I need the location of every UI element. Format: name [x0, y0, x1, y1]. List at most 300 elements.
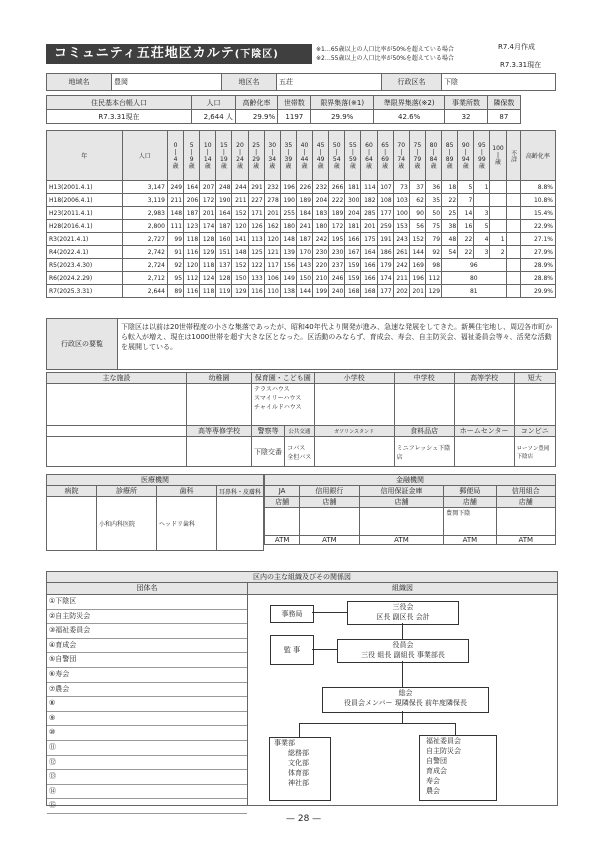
- pop-cell: 2: [490, 246, 506, 259]
- overview-label: 行政区の要覧: [47, 319, 118, 369]
- yakuin-title: 役員会: [392, 641, 414, 649]
- pop-cell: 5: [458, 181, 474, 194]
- finance-store-label: 店舗: [265, 497, 300, 508]
- pop-cell: 195: [329, 233, 345, 246]
- pop-cell: 186: [377, 246, 393, 259]
- pop-cell: 190: [280, 194, 296, 207]
- pop-row-year: H28(2016.4.1): [47, 220, 123, 233]
- facility-header-vocational: 高等専修学校: [187, 426, 252, 437]
- pop-row-rate: 15.4%: [520, 207, 555, 220]
- pop-cell: 184: [296, 207, 312, 220]
- pop-row-rate: 28.9%: [520, 259, 555, 272]
- pop-cell: 116: [184, 285, 200, 298]
- pop-cell-merged: 81: [442, 285, 507, 298]
- pop-cell: 230: [313, 246, 329, 259]
- pop-row: [47, 220, 556, 233]
- unknown-header: 不詳: [506, 131, 520, 181]
- depts-box: [269, 737, 331, 801]
- chart-header: 組織図: [248, 583, 557, 595]
- pop-cell: 162: [264, 220, 280, 233]
- pop-cell: 123: [184, 220, 200, 233]
- pop-cell: 183: [313, 207, 329, 220]
- pop-cell: 143: [296, 259, 312, 272]
- pop-row-pop: 2,800: [122, 220, 167, 233]
- pop-cell: 14: [458, 207, 474, 220]
- area-value: 豊岡: [112, 74, 222, 91]
- pop-cell: 259: [377, 220, 393, 233]
- pop-cell: 151: [216, 246, 232, 259]
- committee-item: 農会: [426, 787, 440, 795]
- pop-cell: 16: [458, 220, 474, 233]
- pop-cell: [490, 207, 506, 220]
- pop-cell: 48: [442, 233, 458, 246]
- age-header: 85 | 89 歳: [442, 131, 458, 181]
- post-office-value: 豊岡下陰: [444, 508, 496, 536]
- population-table: [46, 130, 556, 298]
- finance-header: JA: [265, 486, 300, 497]
- pop-cell: 177: [377, 207, 393, 220]
- pop-cell-unknown: [506, 194, 520, 207]
- pop-cell: 172: [200, 194, 216, 207]
- pop-cell: 112: [184, 272, 200, 285]
- pop-cell: 111: [167, 220, 183, 233]
- pop-cell: 166: [361, 272, 377, 285]
- pop-cell: 126: [248, 220, 264, 233]
- finance-header: 郵便局: [444, 486, 496, 497]
- dental-value: ヘッドリ歯科: [157, 497, 217, 551]
- pop-cell: 180: [313, 220, 329, 233]
- pop-row-rate: 27.9%: [520, 246, 555, 259]
- sanyaku-box: [347, 601, 459, 625]
- pop-cell: 118: [200, 259, 216, 272]
- pop-cell: 150: [232, 272, 248, 285]
- group-item: ⑫: [47, 756, 247, 771]
- pop-cell: 246: [329, 272, 345, 285]
- pop-cell: 261: [393, 246, 409, 259]
- rate-header: 高齢化率: [520, 131, 555, 181]
- committee-item: 自主防災会: [426, 747, 461, 755]
- dept-item: 総務部: [288, 749, 309, 757]
- pop-cell: 129: [200, 246, 216, 259]
- area-label: 地域名: [47, 74, 112, 91]
- pop-cell: 187: [216, 220, 232, 233]
- age-header: 95 | 99 歳: [474, 131, 490, 181]
- convenience-value: ローソン豊岡下陰店: [514, 437, 555, 467]
- facility-header-college: 短大: [514, 373, 555, 384]
- pop-cell: 210: [313, 272, 329, 285]
- summary-households: 1197: [278, 110, 311, 124]
- pop-cell: 211: [167, 194, 183, 207]
- overview-text: 下陰区は以前は20世帯程度の小さな集落であったが、昭和40年代より開発が進み、急速な発展をしてきた。新興住宅地し、周辺各市町から転入が増え、現在は1000世帯を超す大きな区となった。区活動のみならず、育成会、寿会、自主防災会、福祉委員会等々、活発な活動を展開している。: [121, 323, 553, 351]
- pop-cell: 159: [345, 272, 361, 285]
- facility-header-gas: ガソリンスタンド: [314, 426, 394, 437]
- pop-cell: 187: [184, 207, 200, 220]
- pop-cell: 182: [361, 194, 377, 207]
- pop-cell: 181: [345, 220, 361, 233]
- pop-row-rate: 27.1%: [520, 233, 555, 246]
- finance-atm: ATM: [444, 536, 496, 545]
- pop-cell: 172: [329, 220, 345, 233]
- secretariat-box: 事務局: [270, 605, 314, 623]
- medical-header-clinic: 診療所: [97, 486, 157, 497]
- pop-label: 住民基本台帳人口: [47, 96, 192, 110]
- pop-cell: 56: [409, 220, 425, 233]
- group-item: ⑨: [47, 712, 247, 727]
- pop-cell: 202: [393, 285, 409, 298]
- pop-cell: 220: [313, 259, 329, 272]
- pop-cell: 159: [345, 259, 361, 272]
- pop-cell: 73: [393, 181, 409, 194]
- pop-cell: 75: [425, 220, 441, 233]
- pop-cell-unknown: [506, 233, 520, 246]
- pop-cell: 166: [361, 259, 377, 272]
- pop-row-pop: 2,644: [122, 285, 167, 298]
- age-header: 25 | 29 歳: [248, 131, 264, 181]
- pop-row-year: R4(2022.4.1): [47, 246, 123, 259]
- finance-store: [265, 508, 300, 536]
- finance-atm: ATM: [265, 536, 300, 545]
- pop-cell: 177: [377, 285, 393, 298]
- pop-cell: 107: [377, 181, 393, 194]
- pop-cell: 92: [425, 246, 441, 259]
- pop-cell: 174: [377, 272, 393, 285]
- pop-cell: 90: [409, 207, 425, 220]
- pop-cell: 199: [313, 285, 329, 298]
- pop-row-rate: 8.8%: [520, 181, 555, 194]
- pop-cell: 114: [361, 181, 377, 194]
- age-header: 65 | 69 歳: [377, 131, 393, 181]
- pop-cell: 174: [200, 220, 216, 233]
- food-value: ミニフレッシュ下陰店: [394, 437, 454, 467]
- summary-header-6: 隣保数: [487, 96, 520, 110]
- group-item: ⑥寿会: [47, 668, 247, 683]
- group-item: ⑦農会: [47, 683, 247, 698]
- summary-limit-village: 29.9%: [311, 110, 373, 124]
- sanyaku-title: 三役会: [392, 603, 414, 611]
- finance-header: 信用保証金庫: [359, 486, 444, 497]
- page-title: コミュニティ五荘地区カルテ(下陰区): [46, 44, 312, 64]
- pop-cell: 22: [458, 246, 474, 259]
- pop-row-pop: 2,712: [122, 272, 167, 285]
- summary-header-0: 人口: [192, 96, 236, 110]
- pop-cell: 164: [216, 207, 232, 220]
- pop-cell: 160: [216, 233, 232, 246]
- created-date: R7.4月作成: [498, 43, 535, 51]
- pop-cell: 116: [248, 285, 264, 298]
- pop-cell: 148: [167, 207, 183, 220]
- age-header: 55 | 59 歳: [345, 131, 361, 181]
- finance-table: [264, 474, 556, 545]
- pop-cell: 226: [296, 181, 312, 194]
- pop-row-year: H18(2006.4.1): [47, 194, 123, 207]
- age-header: 50 | 54 歳: [329, 131, 345, 181]
- summary-header-1: 高齢化率: [235, 96, 277, 110]
- pop-cell: 124: [200, 272, 216, 285]
- pop-cell: 3: [474, 207, 490, 220]
- pop-row: [47, 246, 556, 259]
- pop-cell: 138: [280, 285, 296, 298]
- admin-value: 下陰: [442, 74, 556, 91]
- notes: [316, 45, 454, 63]
- pop-row-pop: 2,724: [122, 259, 167, 272]
- yakuin-box: [337, 639, 469, 663]
- pop-cell: 180: [280, 220, 296, 233]
- pop-row-pop: 3,147: [122, 181, 167, 194]
- medical-header-hospital: 病院: [47, 486, 97, 497]
- pop-cell: 25: [442, 207, 458, 220]
- age-header: 75 | 79 歳: [409, 131, 425, 181]
- finance-atm: ATM: [300, 536, 359, 545]
- group-item: ⑮: [47, 799, 247, 814]
- pop-cell: 167: [345, 246, 361, 259]
- pop-cell: 149: [280, 272, 296, 285]
- audit-box: 監 事: [270, 635, 314, 665]
- pop-cell: 112: [425, 272, 441, 285]
- pop-cell: 189: [329, 207, 345, 220]
- pop-cell: 227: [248, 194, 264, 207]
- pop-cell: 196: [409, 272, 425, 285]
- age-header: 20 | 24 歳: [232, 131, 248, 181]
- pop-cell: 99: [167, 233, 183, 246]
- age-header: 5 | 9 歳: [184, 131, 200, 181]
- summary-header-4: 準限界集落(※2): [373, 96, 444, 110]
- pop-cell: 204: [313, 194, 329, 207]
- pop-cell: 181: [345, 181, 361, 194]
- pop-cell: 248: [216, 181, 232, 194]
- finance-label: 金融機関: [265, 475, 556, 486]
- pop-cell: 168: [361, 285, 377, 298]
- pop-cell: 230: [329, 246, 345, 259]
- pop-cell: 201: [200, 207, 216, 220]
- pop-cell: 243: [393, 233, 409, 246]
- committee-item: 寿会: [426, 777, 440, 785]
- group-item: ⑩: [47, 726, 247, 741]
- finance-store: [359, 508, 444, 536]
- pop-cell: 125: [248, 246, 264, 259]
- as-of-date: R7.3.31現在: [500, 61, 542, 69]
- summary-neighborhoods: 87: [487, 110, 520, 124]
- dept-item: 文化部: [288, 759, 309, 767]
- summary-header-3: 限界集落(※1): [311, 96, 373, 110]
- pop-table-pop-header: 人口: [122, 131, 167, 181]
- age-header: 45 | 49 歳: [313, 131, 329, 181]
- pop-cell: 156: [280, 259, 296, 272]
- pop-cell-unknown: [506, 285, 520, 298]
- pop-cell: 36: [425, 181, 441, 194]
- finance-atm: ATM: [496, 536, 555, 545]
- pop-cell: 222: [329, 194, 345, 207]
- pop-cell: 164: [184, 181, 200, 194]
- pop-cell: 207: [200, 181, 216, 194]
- group-item: ①下陰区: [47, 595, 247, 610]
- pop-cell: 120: [232, 220, 248, 233]
- pop-cell: 113: [248, 233, 264, 246]
- pop-cell: 7: [458, 194, 474, 207]
- pop-row-pop: 2,727: [122, 233, 167, 246]
- pop-cell: 128: [216, 272, 232, 285]
- age-header: 80 | 84 歳: [425, 131, 441, 181]
- pop-cell: 35: [425, 194, 441, 207]
- pop-cell-unknown: [506, 207, 520, 220]
- pop-cell: 240: [329, 285, 345, 298]
- soukai-title: 総会: [398, 689, 413, 697]
- pop-cell: 89: [167, 285, 183, 298]
- pop-cell: 244: [232, 181, 248, 194]
- committees-box: [419, 735, 497, 801]
- facility-header-convenience: コンビニ: [514, 426, 555, 437]
- pop-cell: 144: [409, 246, 425, 259]
- pop-cell: 249: [167, 181, 183, 194]
- pop-cell: 137: [216, 259, 232, 272]
- age-header: 10 | 14 歳: [200, 131, 216, 181]
- pop-cell-unknown: [506, 220, 520, 233]
- pop-cell-unknown: [506, 259, 520, 272]
- pop-cell: 170: [296, 246, 312, 259]
- pop-cell: 120: [184, 259, 200, 272]
- pop-cell: 164: [361, 246, 377, 259]
- pop-row-pop: 3,119: [122, 194, 167, 207]
- pop-cell: [490, 220, 506, 233]
- finance-store-label: 店舗: [496, 497, 555, 508]
- medical-header-dental: 歯科: [157, 486, 217, 497]
- pop-cell: [474, 194, 490, 207]
- pop-cell: 141: [232, 233, 248, 246]
- pop-cell: 139: [280, 246, 296, 259]
- summary-pop: 2,644 人: [192, 110, 236, 124]
- pop-row-year: H13(2001.4.1): [47, 181, 123, 194]
- age-header: 60 | 64 歳: [361, 131, 377, 181]
- group-item: ⑭: [47, 785, 247, 800]
- pop-cell: 79: [425, 233, 441, 246]
- finance-header: 信用組合: [496, 486, 555, 497]
- pop-row: [47, 285, 556, 298]
- admin-label: 行政区名: [382, 74, 442, 91]
- age-header: 35 | 39 歳: [280, 131, 296, 181]
- pop-cell-unknown: [506, 181, 520, 194]
- pop-row: [47, 194, 556, 207]
- pop-table-year-header: 年: [47, 131, 123, 181]
- pop-date: R7.3.31現在: [47, 110, 192, 124]
- pop-cell: 201: [361, 220, 377, 233]
- age-header: 70 | 74 歳: [393, 131, 409, 181]
- pop-cell: 22: [458, 233, 474, 246]
- age-header: 90 | 94 歳: [458, 131, 474, 181]
- pop-cell: 133: [248, 272, 264, 285]
- pop-cell-unknown: [506, 272, 520, 285]
- pop-cell: 255: [280, 207, 296, 220]
- pop-cell: 148: [232, 246, 248, 259]
- pop-cell-unknown: [506, 246, 520, 259]
- soukai-members: 役員会メンバー 現隣保長 前年度隣保長: [344, 699, 467, 707]
- pop-cell-merged: 96: [442, 259, 507, 272]
- pop-cell: 116: [184, 246, 200, 259]
- finance-store-label: 店舗: [300, 497, 359, 508]
- pop-cell: 266: [329, 181, 345, 194]
- group-item: ⑪: [47, 741, 247, 756]
- pop-cell: 50: [425, 207, 441, 220]
- pop-cell: 103: [393, 194, 409, 207]
- facility-header-high: 高等学校: [454, 373, 514, 384]
- pop-cell: 1: [490, 233, 506, 246]
- pop-row-pop: 2,742: [122, 246, 167, 259]
- finance-store: [300, 508, 359, 536]
- pop-cell: 120: [264, 233, 280, 246]
- pop-cell: 175: [361, 233, 377, 246]
- pop-cell: 204: [345, 207, 361, 220]
- pop-cell: 232: [313, 181, 329, 194]
- note-2: ※2…55歳以上の人口比率が50%を超えている場合: [316, 55, 454, 62]
- pop-row: [47, 272, 556, 285]
- finance-header: 信用銀行: [300, 486, 359, 497]
- pop-cell: 1: [474, 181, 490, 194]
- summary-businesses: 32: [445, 110, 487, 124]
- pop-row: [47, 207, 556, 220]
- pop-cell: 153: [393, 220, 409, 233]
- pop-cell: 129: [425, 285, 441, 298]
- pop-row-year: R5(2023.4.30): [47, 259, 123, 272]
- pop-cell-merged: 80: [442, 272, 507, 285]
- age-header: 40 | 44 歳: [296, 131, 312, 181]
- overview-box: [46, 318, 558, 370]
- medical-header-ent: 耳鼻科・皮膚科: [217, 486, 264, 497]
- pop-row-year: H23(2011.4.1): [47, 207, 123, 220]
- pop-cell: 152: [232, 259, 248, 272]
- police-value: 下陰交番: [252, 437, 285, 467]
- district-label: 地区名: [222, 74, 277, 91]
- pop-cell: 232: [264, 181, 280, 194]
- age-header: 15 | 19 歳: [216, 131, 232, 181]
- committee-item: 自警団: [426, 757, 447, 765]
- pop-cell: 100: [393, 207, 409, 220]
- pop-cell: 152: [409, 233, 425, 246]
- info-table: [46, 73, 556, 91]
- finance-store-label: 店舗: [359, 497, 444, 508]
- facilities-main-label: 主な施設: [47, 373, 187, 384]
- org-section: [46, 582, 558, 810]
- summary-table: [46, 95, 521, 124]
- group-item: ⑬: [47, 770, 247, 785]
- pop-row: [47, 259, 556, 272]
- pop-cell: 171: [248, 207, 264, 220]
- pop-cell: 166: [345, 233, 361, 246]
- pop-cell: 122: [248, 259, 264, 272]
- pop-cell: 128: [200, 233, 216, 246]
- pop-cell: 242: [393, 259, 409, 272]
- pop-cell: 92: [167, 259, 183, 272]
- pop-cell: 179: [377, 259, 393, 272]
- facility-header-food: 食料品店: [394, 426, 454, 437]
- facility-header-nursery: 保育園・こども園: [252, 373, 315, 384]
- nursery-value: テラスハウス スマイリーハウス チャイルドハウス: [252, 384, 315, 426]
- pop-cell: 190: [216, 194, 232, 207]
- pop-cell: 62: [409, 194, 425, 207]
- facility-header-kindergarten: 幼稚園: [187, 373, 252, 384]
- dept-item: 神社部: [288, 779, 309, 787]
- facility-header-transport: 公共交通: [285, 426, 314, 437]
- pop-cell: 169: [409, 259, 425, 272]
- finance-store-label: 店舗: [444, 497, 496, 508]
- pop-cell: 54: [442, 246, 458, 259]
- pop-cell: 98: [425, 259, 441, 272]
- pop-cell: 211: [232, 194, 248, 207]
- pop-cell: 144: [296, 285, 312, 298]
- age-header: 30 | 34 歳: [264, 131, 280, 181]
- note-1: ※1…65歳以上の人口比率が50%を超えている場合: [316, 46, 454, 53]
- pop-cell: 150: [296, 272, 312, 285]
- group-item: ④育成会: [47, 639, 247, 654]
- group-item: ⑧: [47, 697, 247, 712]
- pop-cell: 201: [264, 207, 280, 220]
